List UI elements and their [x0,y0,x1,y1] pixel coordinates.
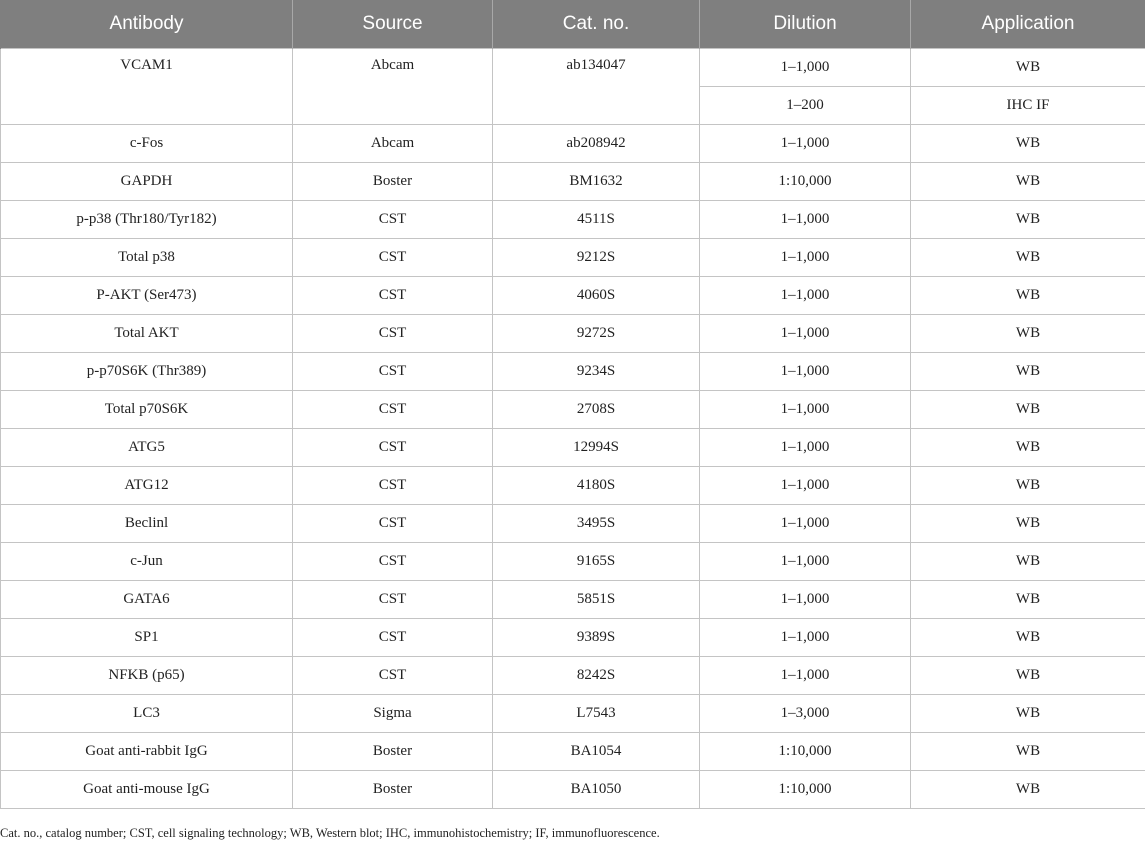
cell-dilution: 1–1,000 [700,391,911,429]
cell-antibody: P-AKT (Ser473) [1,277,293,315]
cell-antibody: p-p70S6K (Thr389) [1,353,293,391]
cell-antibody: Total AKT [1,315,293,353]
cell-antibody: c-Fos [1,125,293,163]
cell-source: CST [293,277,493,315]
cell-dilution: 1–1,000 [700,125,911,163]
cell-source: Boster [293,771,493,809]
cell-application: WB [911,505,1145,543]
header-row [1,0,1145,49]
cell-cat-no: 9234S [493,353,700,391]
cell-dilution: 1:10,000 [700,771,911,809]
table-body [1,49,1145,809]
cell-cat-no: 5851S [493,581,700,619]
cell-dilution: 1–1,000 [700,467,911,505]
table-row [1,277,1145,315]
cell-antibody: Total p70S6K [1,391,293,429]
cell-cat-no: 9212S [493,239,700,277]
cell-antibody: c-Jun [1,543,293,581]
cell-antibody: VCAM1 [1,49,293,125]
cell-dilution: 1:10,000 [700,163,911,201]
cell-application: WB [911,429,1145,467]
cell-application: WB [911,239,1145,277]
cell-antibody: LC3 [1,695,293,733]
cell-antibody: ATG5 [1,429,293,467]
table-row [1,581,1145,619]
cell-source: CST [293,391,493,429]
header-cat-no: Cat. no. [493,0,700,49]
table-row [1,353,1145,391]
cell-source: CST [293,315,493,353]
table-row [1,49,1145,87]
table-row [1,125,1145,163]
cell-antibody: NFKB (p65) [1,657,293,695]
cell-application: WB [911,201,1145,239]
cell-antibody: GAPDH [1,163,293,201]
header-source: Source [293,0,493,49]
cell-dilution: 1–1,000 [700,619,911,657]
table-row [1,733,1145,771]
cell-dilution: 1–1,000 [700,239,911,277]
cell-application: WB [911,467,1145,505]
cell-dilution: 1–1,000 [700,201,911,239]
cell-cat-no: 3495S [493,505,700,543]
cell-antibody: Goat anti-rabbit IgG [1,733,293,771]
cell-cat-no: 4511S [493,201,700,239]
cell-dilution: 1–3,000 [700,695,911,733]
cell-dilution: 1–1,000 [700,315,911,353]
cell-source: Boster [293,163,493,201]
cell-antibody: Goat anti-mouse IgG [1,771,293,809]
cell-cat-no: 4060S [493,277,700,315]
cell-cat-no: BA1054 [493,733,700,771]
cell-application: WB [911,125,1145,163]
cell-source: CST [293,201,493,239]
cell-application: WB [911,695,1145,733]
cell-source: CST [293,581,493,619]
table-row [1,543,1145,581]
table-row [1,163,1145,201]
cell-cat-no: ab134047 [493,49,700,125]
cell-dilution: 1–1,000 [700,657,911,695]
cell-application: WB [911,619,1145,657]
table-row [1,239,1145,277]
table-row [1,619,1145,657]
cell-dilution: 1–1,000 [700,505,911,543]
cell-cat-no: 8242S [493,657,700,695]
cell-application: WB [911,733,1145,771]
cell-dilution: 1–1,000 [700,581,911,619]
cell-cat-no: 9272S [493,315,700,353]
table-row [1,201,1145,239]
cell-application: WB [911,353,1145,391]
cell-source: CST [293,353,493,391]
cell-dilution: 1–1,000 [700,429,911,467]
table-row [1,315,1145,353]
cell-source: CST [293,467,493,505]
cell-cat-no: 9389S [493,619,700,657]
cell-dilution: 1–1,000 [700,49,911,87]
table-row [1,771,1145,809]
cell-source: CST [293,543,493,581]
table-row [1,391,1145,429]
cell-antibody: ATG12 [1,467,293,505]
cell-cat-no: 4180S [493,467,700,505]
cell-source: CST [293,619,493,657]
cell-application: WB [911,315,1145,353]
table-row [1,657,1145,695]
cell-antibody: Total p38 [1,239,293,277]
cell-cat-no: 12994S [493,429,700,467]
cell-dilution: 1–1,000 [700,353,911,391]
cell-source: CST [293,657,493,695]
header-antibody: Antibody [1,0,293,49]
cell-antibody: p-p38 (Thr180/Tyr182) [1,201,293,239]
cell-antibody: SP1 [1,619,293,657]
header-dilution: Dilution [700,0,911,49]
cell-source: Sigma [293,695,493,733]
cell-antibody: GATA6 [1,581,293,619]
table-row [1,467,1145,505]
cell-source: CST [293,429,493,467]
table-row [1,429,1145,467]
cell-cat-no: ab208942 [493,125,700,163]
header-application: Application [911,0,1145,49]
cell-application: WB [911,49,1145,87]
cell-application: IHC IF [911,87,1145,125]
cell-source: Boster [293,733,493,771]
cell-application: WB [911,163,1145,201]
cell-application: WB [911,581,1145,619]
table-row [1,695,1145,733]
cell-cat-no: BA1050 [493,771,700,809]
table-row [1,505,1145,543]
cell-antibody: Beclinl [1,505,293,543]
cell-cat-no: L7543 [493,695,700,733]
cell-dilution: 1–1,000 [700,543,911,581]
table-header [1,0,1145,49]
cell-cat-no: BM1632 [493,163,700,201]
cell-dilution: 1:10,000 [700,733,911,771]
cell-source: Abcam [293,49,493,125]
cell-application: WB [911,771,1145,809]
cell-cat-no: 2708S [493,391,700,429]
cell-source: CST [293,505,493,543]
cell-application: WB [911,543,1145,581]
cell-source: CST [293,239,493,277]
cell-dilution: 1–1,000 [700,277,911,315]
table-footnote: Cat. no., catalog number; CST, cell signaling technology; WB, Western blot; IHC, immunohistochemistry; IF, immunofluorescence. [0,826,660,840]
cell-application: WB [911,277,1145,315]
cell-application: WB [911,657,1145,695]
cell-dilution: 1–200 [700,87,911,125]
cell-source: Abcam [293,125,493,163]
cell-application: WB [911,391,1145,429]
cell-cat-no: 9165S [493,543,700,581]
